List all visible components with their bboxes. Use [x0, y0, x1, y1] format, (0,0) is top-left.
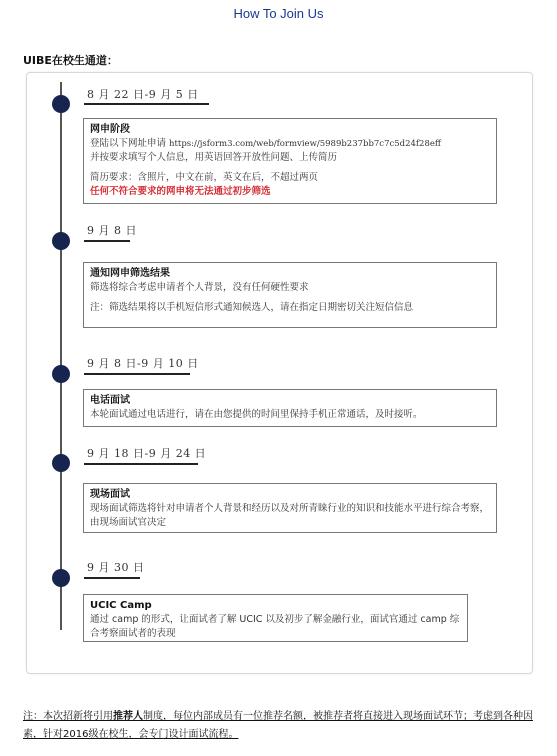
footnote	[23, 708, 548, 744]
date-underline	[84, 103, 209, 105]
timeline-card	[83, 389, 497, 427]
timeline-card	[83, 118, 497, 204]
card-line: 现场面试筛选将针对申请者个人背景和经历以及对所青睐行业的知识和技能水平进行综合考察，由现场面试官决定	[90, 503, 490, 528]
date-underline	[84, 577, 140, 579]
footnote-rest: 制度，每位内部成员有一位推荐名额，被推荐者将直接进入现场面试环节；考虑到各种因素，针对2016级在校生，会专门设计面试流程。	[23, 711, 533, 740]
timeline-date: 9 月 8 日-9 月 10 日	[87, 357, 199, 370]
timeline-dot	[52, 365, 70, 383]
timeline-dot	[52, 95, 70, 113]
timeline-dot	[52, 569, 70, 587]
timeline-date: 9 月 8 日	[87, 224, 137, 237]
card-title: 现场面试	[90, 489, 130, 500]
card-line: 本轮面试通过电话进行，请在由您提供的时间里保持手机正常通话，及时接听。	[90, 409, 423, 420]
date-underline	[84, 373, 190, 375]
footnote-bold: 推荐人	[113, 711, 143, 722]
card-line: 筛选将综合考虑申请者个人背景，没有任何硬性要求	[90, 282, 309, 293]
page-title: How To Join Us	[233, 6, 324, 21]
date-underline	[84, 240, 130, 242]
card-line: 登陆以下网址申请 https://jsform3.com/web/formview/5989b237bb7c7c5d24f28eff	[90, 138, 441, 149]
card-line: 简历要求：含照片，中文在前，英文在后，不超过两页	[90, 172, 319, 183]
card-title: 网申阶段	[90, 124, 130, 135]
card-title: 电话面试	[90, 395, 130, 406]
card-line: 注：筛选结果将以手机短信形式通知候选人，请在指定日期密切关注短信信息	[90, 302, 414, 313]
timeline-date: 9 月 30 日	[87, 561, 145, 574]
timeline-dot	[52, 454, 70, 472]
timeline-dot	[52, 232, 70, 250]
date-underline	[84, 463, 198, 465]
card-line: 并按要求填写个人信息，用英语回答开放性问题、上传简历	[90, 152, 338, 163]
timeline-date: 8 月 22 日-9 月 5 日	[87, 88, 199, 101]
timeline-card	[83, 594, 468, 642]
section-label: UIBE在校生通道：	[23, 54, 118, 67]
timeline-card	[83, 262, 497, 328]
card-title: 通知网申筛选结果	[90, 268, 170, 279]
timeline-date: 9 月 18 日-9 月 24 日	[87, 447, 207, 460]
footnote-prefix: 注：本次招新将引用	[23, 711, 113, 722]
timeline-line	[60, 82, 62, 630]
card-line: 通过 camp 的形式，让面试者了解 UCIC 以及初步了解金融行业，面试官通过 camp 综合考察面试者的表现	[90, 614, 460, 639]
card-title: UCIC Camp	[90, 600, 152, 611]
warning-text: 任何不符合要求的网申将无法通过初步筛选	[90, 186, 271, 197]
timeline-card	[83, 483, 497, 533]
apply-link[interactable]: https://jsform3.com/web/formview/5989b237bb7c7c5d24f28eff	[169, 139, 441, 149]
